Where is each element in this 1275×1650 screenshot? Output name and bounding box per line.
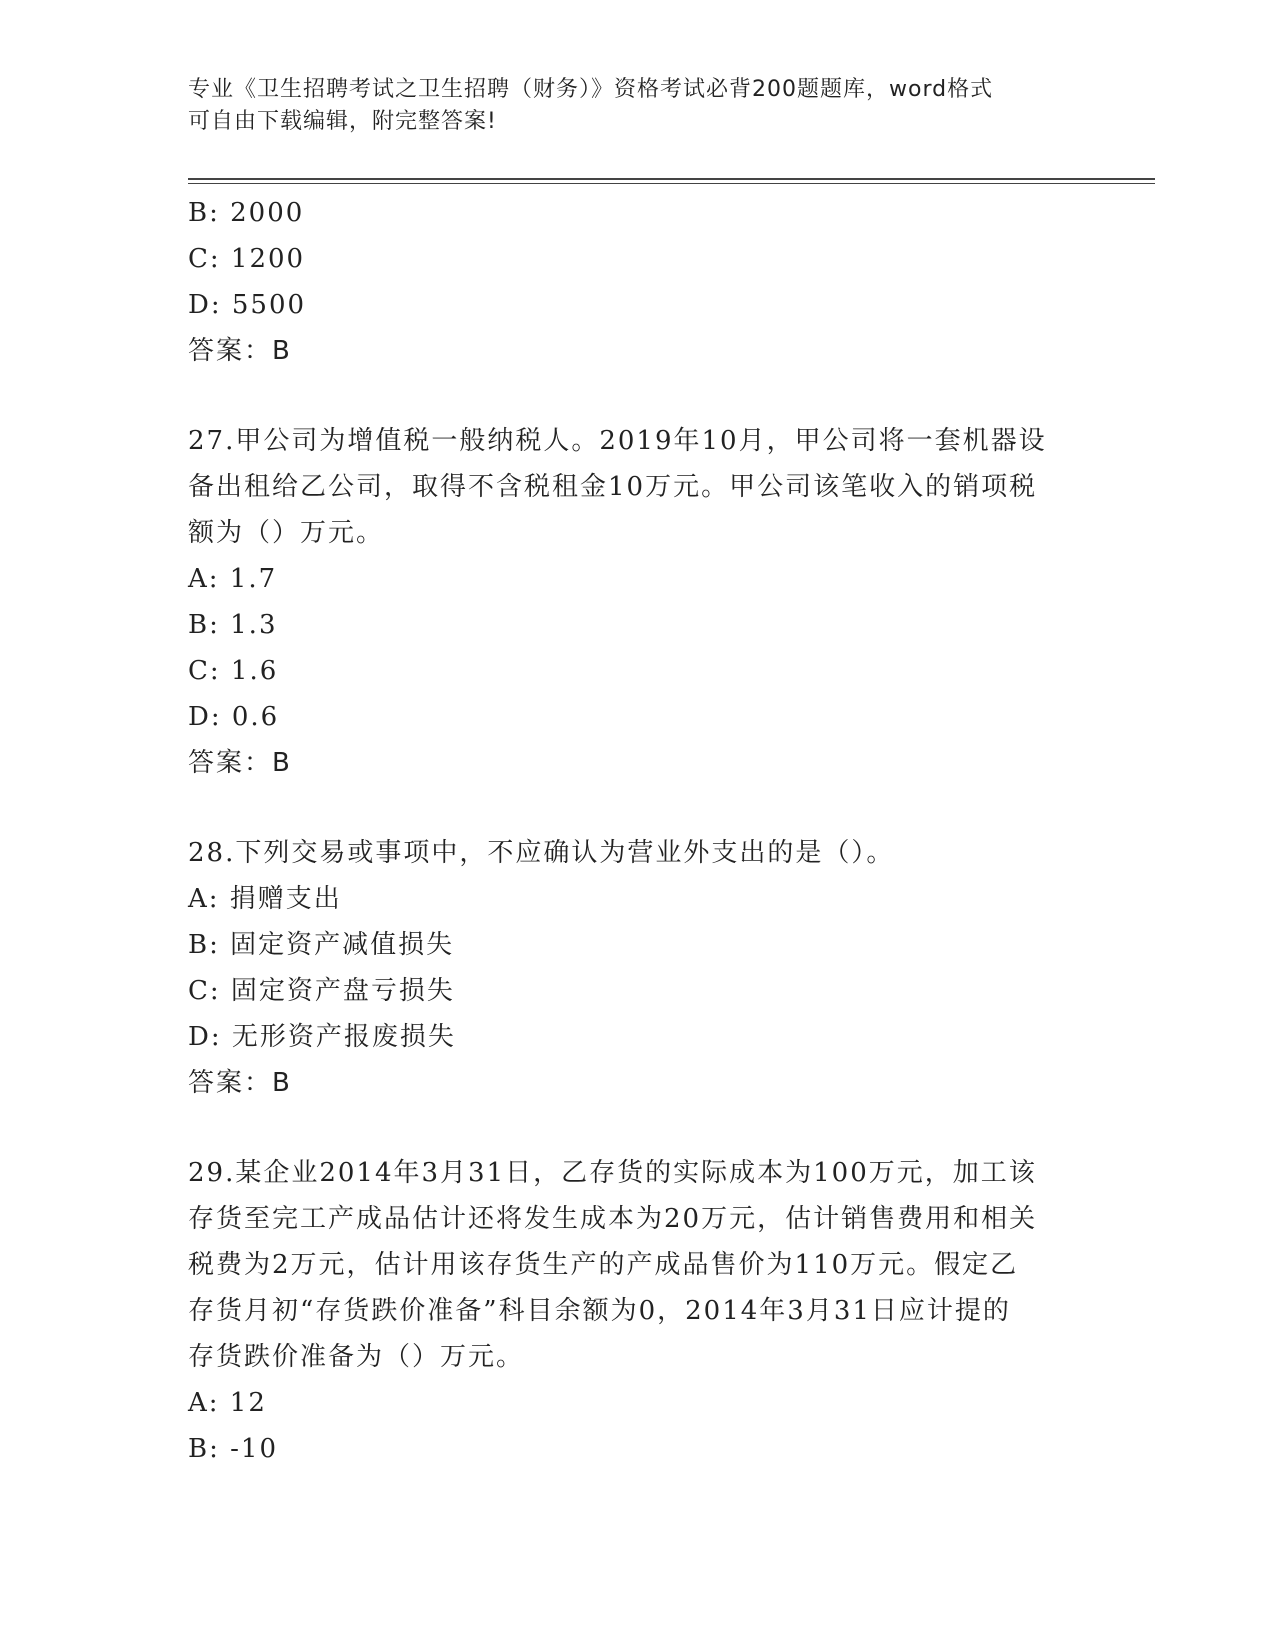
question-stem-line: 额为（）万元。 [188, 518, 385, 548]
question-stem-line: 27.甲公司为增值税一般纳税人。2019年10月，甲公司将一套机器设 [188, 426, 1047, 456]
option-b: B: 1.3 [188, 610, 278, 640]
option-c: C: 1200 [188, 244, 306, 274]
option-b: B: 2000 [188, 198, 305, 228]
page-header [188, 74, 1088, 138]
option-a: A: 1.7 [188, 564, 278, 594]
question-stem-line: 存货跌价准备为（）万元。 [188, 1342, 525, 1372]
header-title-line-2: 可自由下载编辑，附完整答案! [188, 109, 497, 134]
option-c: C: 固定资产盘亏损失 [188, 976, 455, 1006]
question-28 [188, 830, 1088, 1106]
option-b: B: -10 [188, 1434, 278, 1464]
question-27 [188, 418, 1088, 786]
option-d: D: 无形资产报废损失 [188, 1022, 456, 1052]
question-26-tail [188, 190, 1088, 374]
header-divider-thick [188, 178, 1155, 180]
question-29 [188, 1150, 1088, 1472]
question-list [188, 190, 1088, 1472]
spacer [188, 786, 1088, 830]
option-d: D: 0.6 [188, 702, 280, 732]
option-a: A: 捐赠支出 [188, 884, 342, 914]
question-stem-line: 存货至完工产成品估计还将发生成本为20万元，估计销售费用和相关 [188, 1204, 1038, 1234]
option-c: C: 1.6 [188, 656, 279, 686]
spacer [188, 1106, 1088, 1150]
question-stem-line: 28.下列交易或事项中，不应确认为营业外支出的是（）。 [188, 838, 895, 868]
option-b: B: 固定资产减值损失 [188, 930, 455, 960]
spacer [188, 374, 1088, 418]
option-d: D: 5500 [188, 290, 307, 320]
question-stem-line: 税费为2万元，估计用该存货生产的产成品售价为110万元。假定乙 [188, 1250, 1019, 1280]
header-divider-thin [188, 183, 1155, 184]
answer-text: 答案：B [188, 336, 292, 366]
answer-text: 答案：B [188, 748, 292, 778]
question-stem-line: 29.某企业2014年3月31日，乙存货的实际成本为100万元，加工该 [188, 1158, 1037, 1188]
option-a: A: 12 [188, 1388, 267, 1418]
question-stem-line: 存货月初“存货跌价准备”科目余额为0，2014年3月31日应计提的 [188, 1296, 1011, 1326]
question-stem-line: 备出租给乙公司，取得不含税租金10万元。甲公司该笔收入的销项税 [188, 472, 1038, 502]
answer-text: 答案：B [188, 1068, 292, 1098]
header-title-line-1: 专业《卫生招聘考试之卫生招聘（财务）》资格考试必背200题题库，word格式 [188, 77, 994, 102]
